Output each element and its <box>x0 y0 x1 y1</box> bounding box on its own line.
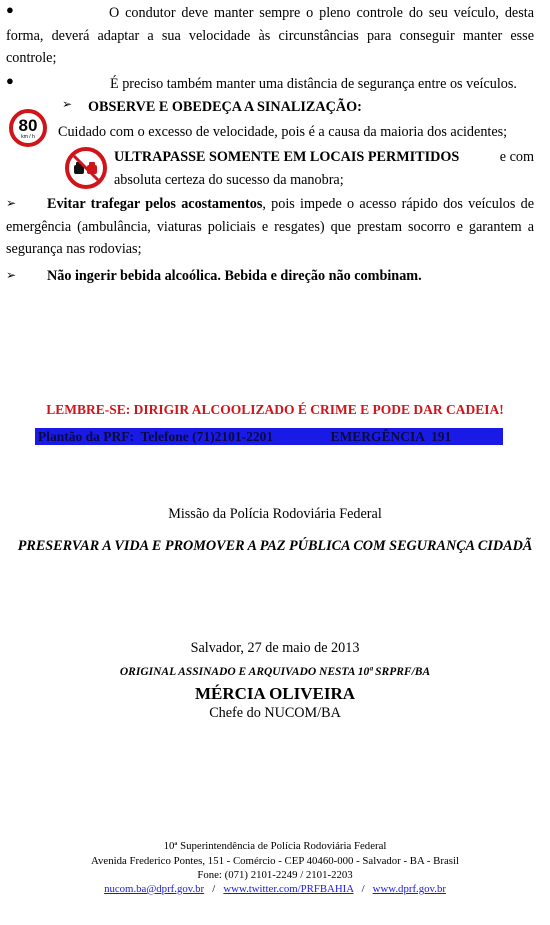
no-overtaking-sign-icon <box>65 147 107 189</box>
footer-email-link[interactable]: nucom.ba@dprf.gov.br <box>104 883 205 895</box>
hotline-bar: Plantão da PRF: Telefone (71)2101-2201 EMERGÊNCIA 191 <box>35 428 503 445</box>
arrow-bullet-icon: ➢ <box>6 268 17 282</box>
paragraph-control: O condutor deve manter sempre o pleno controle do seu veículo, desta forma, deverá adaptar a sua velocidade às circunstâncias para conseguir manter esse controle; <box>6 5 534 66</box>
original-signed-note: ORIGINAL ASSINADO E ARQUIVADO NESTA 10ª SRPRF/BA <box>119 666 431 678</box>
signer-role: Chefe do NUCOM/BA <box>209 705 341 721</box>
footer-site-link[interactable]: www.dprf.gov.br <box>372 883 446 895</box>
alcohol-warning: LEMBRE-SE: DIRIGIR ALCOOLIZADO É CRIME E PODE DAR CADEIA! <box>46 402 504 417</box>
alcohol-text: Não ingerir bebida alcoólica. Bebida e direção não combinam. <box>47 268 422 284</box>
overtake-text <box>114 146 534 169</box>
footer-address: Avenida Frederico Pontes, 151 - Comércio - CEP 40460-000 - Salvador - BA - Brasil <box>91 855 459 867</box>
observe-heading: OBSERVE E OBEDEÇA A SINALIZAÇÃO: <box>88 99 362 115</box>
shoulders-rest: , pois impede o acesso rápido dos veículos de emergência (ambulância, viaturas policiais e resgates) que prestam socorro e garantem a segurança nas rodovias; <box>6 196 535 257</box>
shoulders-bold: Evitar trafegar pelos acostamentos <box>47 196 263 212</box>
footer-separator: / <box>212 883 216 895</box>
arrow-bullet-icon: ➢ <box>62 97 73 111</box>
paragraph-distance: É preciso também manter uma distância de segurança entre os veículos. <box>110 76 517 92</box>
footer-links <box>0 883 550 896</box>
footer-institution: 10ª Superintendência de Polícia Rodoviária Federal <box>163 840 387 852</box>
footer-phone: Fone: (071) 2101-2249 / 2101-2203 <box>197 869 353 881</box>
no-overtaking-cars-icon <box>69 151 103 185</box>
bullet-dot: ● <box>6 2 14 17</box>
speed-limit-sign-icon <box>9 109 47 147</box>
footer-twitter-link[interactable]: www.twitter.com/PRFBAHIA <box>223 883 354 895</box>
mission-title: Missão da Polícia Rodoviária Federal <box>168 506 382 522</box>
footer-separator: / <box>361 883 365 895</box>
speed-limit-number: 80 <box>18 116 38 135</box>
arrow-bullet-icon: ➢ <box>6 196 17 210</box>
date-line: Salvador, 27 de maio de 2013 <box>190 640 360 656</box>
paragraph-shoulders <box>6 193 534 261</box>
mission-text: PRESERVAR A VIDA E PROMOVER A PAZ PÚBLICA COM SEGURANÇA CIDADÃ <box>17 538 533 554</box>
speed-warning-text: Cuidado com o excesso de velocidade, pois é a causa da maioria dos acidentes; <box>58 124 508 140</box>
speed-limit-unit: km / h <box>21 134 35 140</box>
overtake-bold: ULTRAPASSE SOMENTE EM LOCAIS PERMITIDOS <box>114 149 460 165</box>
overtake-line2: absoluta certeza do sucesso da manobra; <box>114 172 344 188</box>
overtake-rest: e com <box>499 149 534 165</box>
signer-name: MÉRCIA OLIVEIRA <box>194 684 356 703</box>
bullet-dot: ● <box>6 73 14 88</box>
